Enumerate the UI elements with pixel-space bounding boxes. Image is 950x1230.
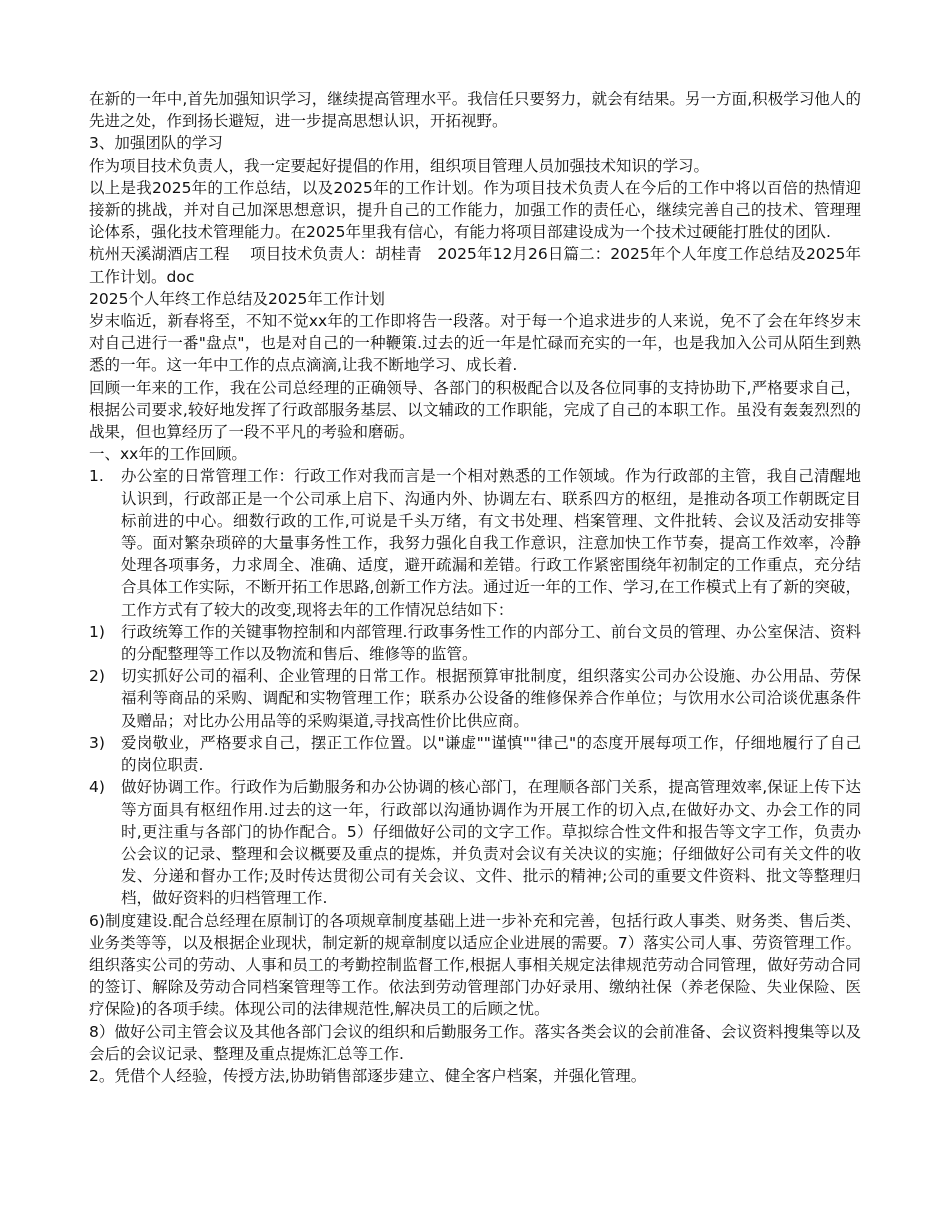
list-item-number: 1. — [89, 467, 104, 486]
list-item-number: 4) — [89, 778, 105, 797]
list-item-text: 行政统筹工作的关键事物控制和内部管理.行政事务性工作的内部分工、前台文员的管理、办公室保洁、资料的分配整理等工作以及物流和售后、维修等的监管。 — [121, 622, 861, 664]
paragraph: 6)制度建设.配合总经理在原制订的各项规章制度基础上进一步补充和完善，包括行政人事类、财务类、售后类、业务类等等，以及根据企业现状，制定新的规章制度以适应企业进展的需要。7）落实公司人事、劳资管理工作。组织落实公司的劳动、人事和员工的考勤控制监督工作,根据人事相关规定法律规范劳动合同管理，做好劳动合同的签订、解除及劳动合同档案管理等工作。依法到劳动管理部门办好录用、缴纳社保（养老保险、失业保险、医疗保险)的各项手续。体现公司的法律规范性,解决员工的后顾之忧。 — [89, 911, 861, 1019]
list-item-text: 办公室的日常管理工作：行政工作对我而言是一个相对熟悉的工作领域。作为行政部的主管，我自己清醒地认识到，行政部正是一个公司承上启下、沟通内外、协调左右、联系四方的枢纽，是推动各项工作朝既定目标前进的中心。细数行政的工作,可说是千头万绪，有文书处理、档案管理、文件批转、会议及活动安排等等。面对繁杂琐碎的大量事务性工作，我努力强化自我工作意识，注意加快工作节奏，提高工作效率，冷静处理各项事务，力求周全、准确、适度，避开疏漏和差错。行政工作紧密围绕年初制定的工作重点，充分结合具体工作实际，不断开拓工作思路,创新工作方法。通过近一年的工作、学习,在工作模式上有了新的突破，工作方式有了较大的改变,现将去年的工作情况总结如下： — [121, 467, 861, 619]
list-item — [89, 732, 861, 776]
list-item-text: 做好协调工作。行政作为后勤服务和办公协调的核心部门，在理顺各部门关系，提高管理效率,保证上传下达等方面具有枢纽作用.过去的这一年，行政部以沟通协调作为开展工作的切入点,在做好办文、办会工作的同时,更注重与各部门的协作配合。5）仔细做好公司的文字工作。草拟综合性文件和报告等文字工作，负责办公会议的记录、整理和会议概要及重点的提炼，并负责对会议有关决议的实施；仔细做好公司有关文件的收发、分递和督办工作;及时传达贯彻公司有关会议、文件、批示的精神;公司的重要文件资料、批文等整理归档，做好资料的归档管理工作. — [121, 778, 861, 908]
list-item — [89, 776, 861, 909]
paragraph: 作为项目技术负责人，我一定要起好提倡的作用，组织项目管理人员加强技术知识的学习。 — [89, 156, 710, 175]
list-item-text: 切实抓好公司的福利、企业管理的日常工作。根据预算审批制度，组织落实公司办公设施、办公用品、劳保福利等商品的采购、调配和实物管理工作；联系办公设备的维修保养合作单位；与饮用水公司洽谈优惠条件及赠品；对比办公用品等的采购渠道,寻找高性价比供应商。 — [121, 667, 861, 730]
paragraph: 以上是我2025年的工作总结，以及2025年的工作计划。作为项目技术负责人在今后的工作中将以百倍的热情迎接新的挑战，并对自己加深思想意识，提升自己的工作能力，加强工作的责任心，继续完善自己的技术、管理理论体系，强化技术管理能力。在2025年里我有信心，有能力将项目部建设成为一个技术过硬能打胜仗的团队. — [89, 178, 861, 242]
list-item-number: 3) — [89, 733, 105, 752]
list-item — [89, 621, 861, 665]
list-item-text: 爱岗敬业，严格要求自己，摆正工作位置。以"谦虚""谨慎""律己"的态度开展每项工作，仔细地履行了自己的岗位职责. — [121, 733, 861, 775]
document-title: 2025个人年终工作总结及2025年工作计划 — [89, 289, 385, 308]
list-item-number: 2) — [89, 667, 105, 686]
list-item — [89, 465, 861, 620]
paragraph: 2。凭借个人经验，传授方法,协助销售部逐步建立、健全客户档案，并强化管理。 — [89, 1066, 647, 1085]
document-page — [89, 88, 861, 1087]
section-heading: 一、xx年的工作回顾。 — [89, 445, 247, 464]
paragraph: 8）做好公司主管会议及其他各部门会议的组织和后勤服务工作。落实各类会议的会前准备、会议资料搜集等以及会后的会议记录、整理及重点提炼汇总等工作. — [89, 1022, 861, 1063]
signature-line: 杭州天溪湖酒店工程 项目技术负责人：胡桂青 2025年12月26日篇二：2025年个人年度工作总结及2025年工作计划。doc — [89, 245, 861, 286]
paragraph: 在新的一年中,首先加强知识学习，继续提高管理水平。我信任只要努力，就会有结果。另一方面,积极学习他人的先进之处，作到扬长避短，进一步提高思想认识，开拓视野。 — [89, 90, 861, 131]
paragraph: 回顾一年来的工作，我在公司总经理的正确领导、各部门的积极配合以及各位同事的支持协助下,严格要求自己，根据公司要求,较好地发挥了行政部服务基层、以文辅政的工作职能，完成了自己的本职工作。虽没有轰轰烈烈的战果，但也算经历了一段不平凡的考验和磨砺。 — [89, 378, 861, 442]
paragraph: 岁末临近，新春将至，不知不觉xx年的工作即将告一段落。对于每一个追求进步的人来说，免不了会在年终岁末对自己进行一番"盘点"，也是对自己的一种鞭策.过去的近一年是忙碌而充实的一年，也是我加入公司从陌生到熟悉的一年。这一年中工作的点点滴滴,让我不断地学习、成长着. — [89, 312, 861, 375]
list-item-number: 1) — [89, 622, 105, 641]
section-heading: 3、加强团队的学习 — [89, 134, 223, 153]
list-item — [89, 665, 861, 732]
